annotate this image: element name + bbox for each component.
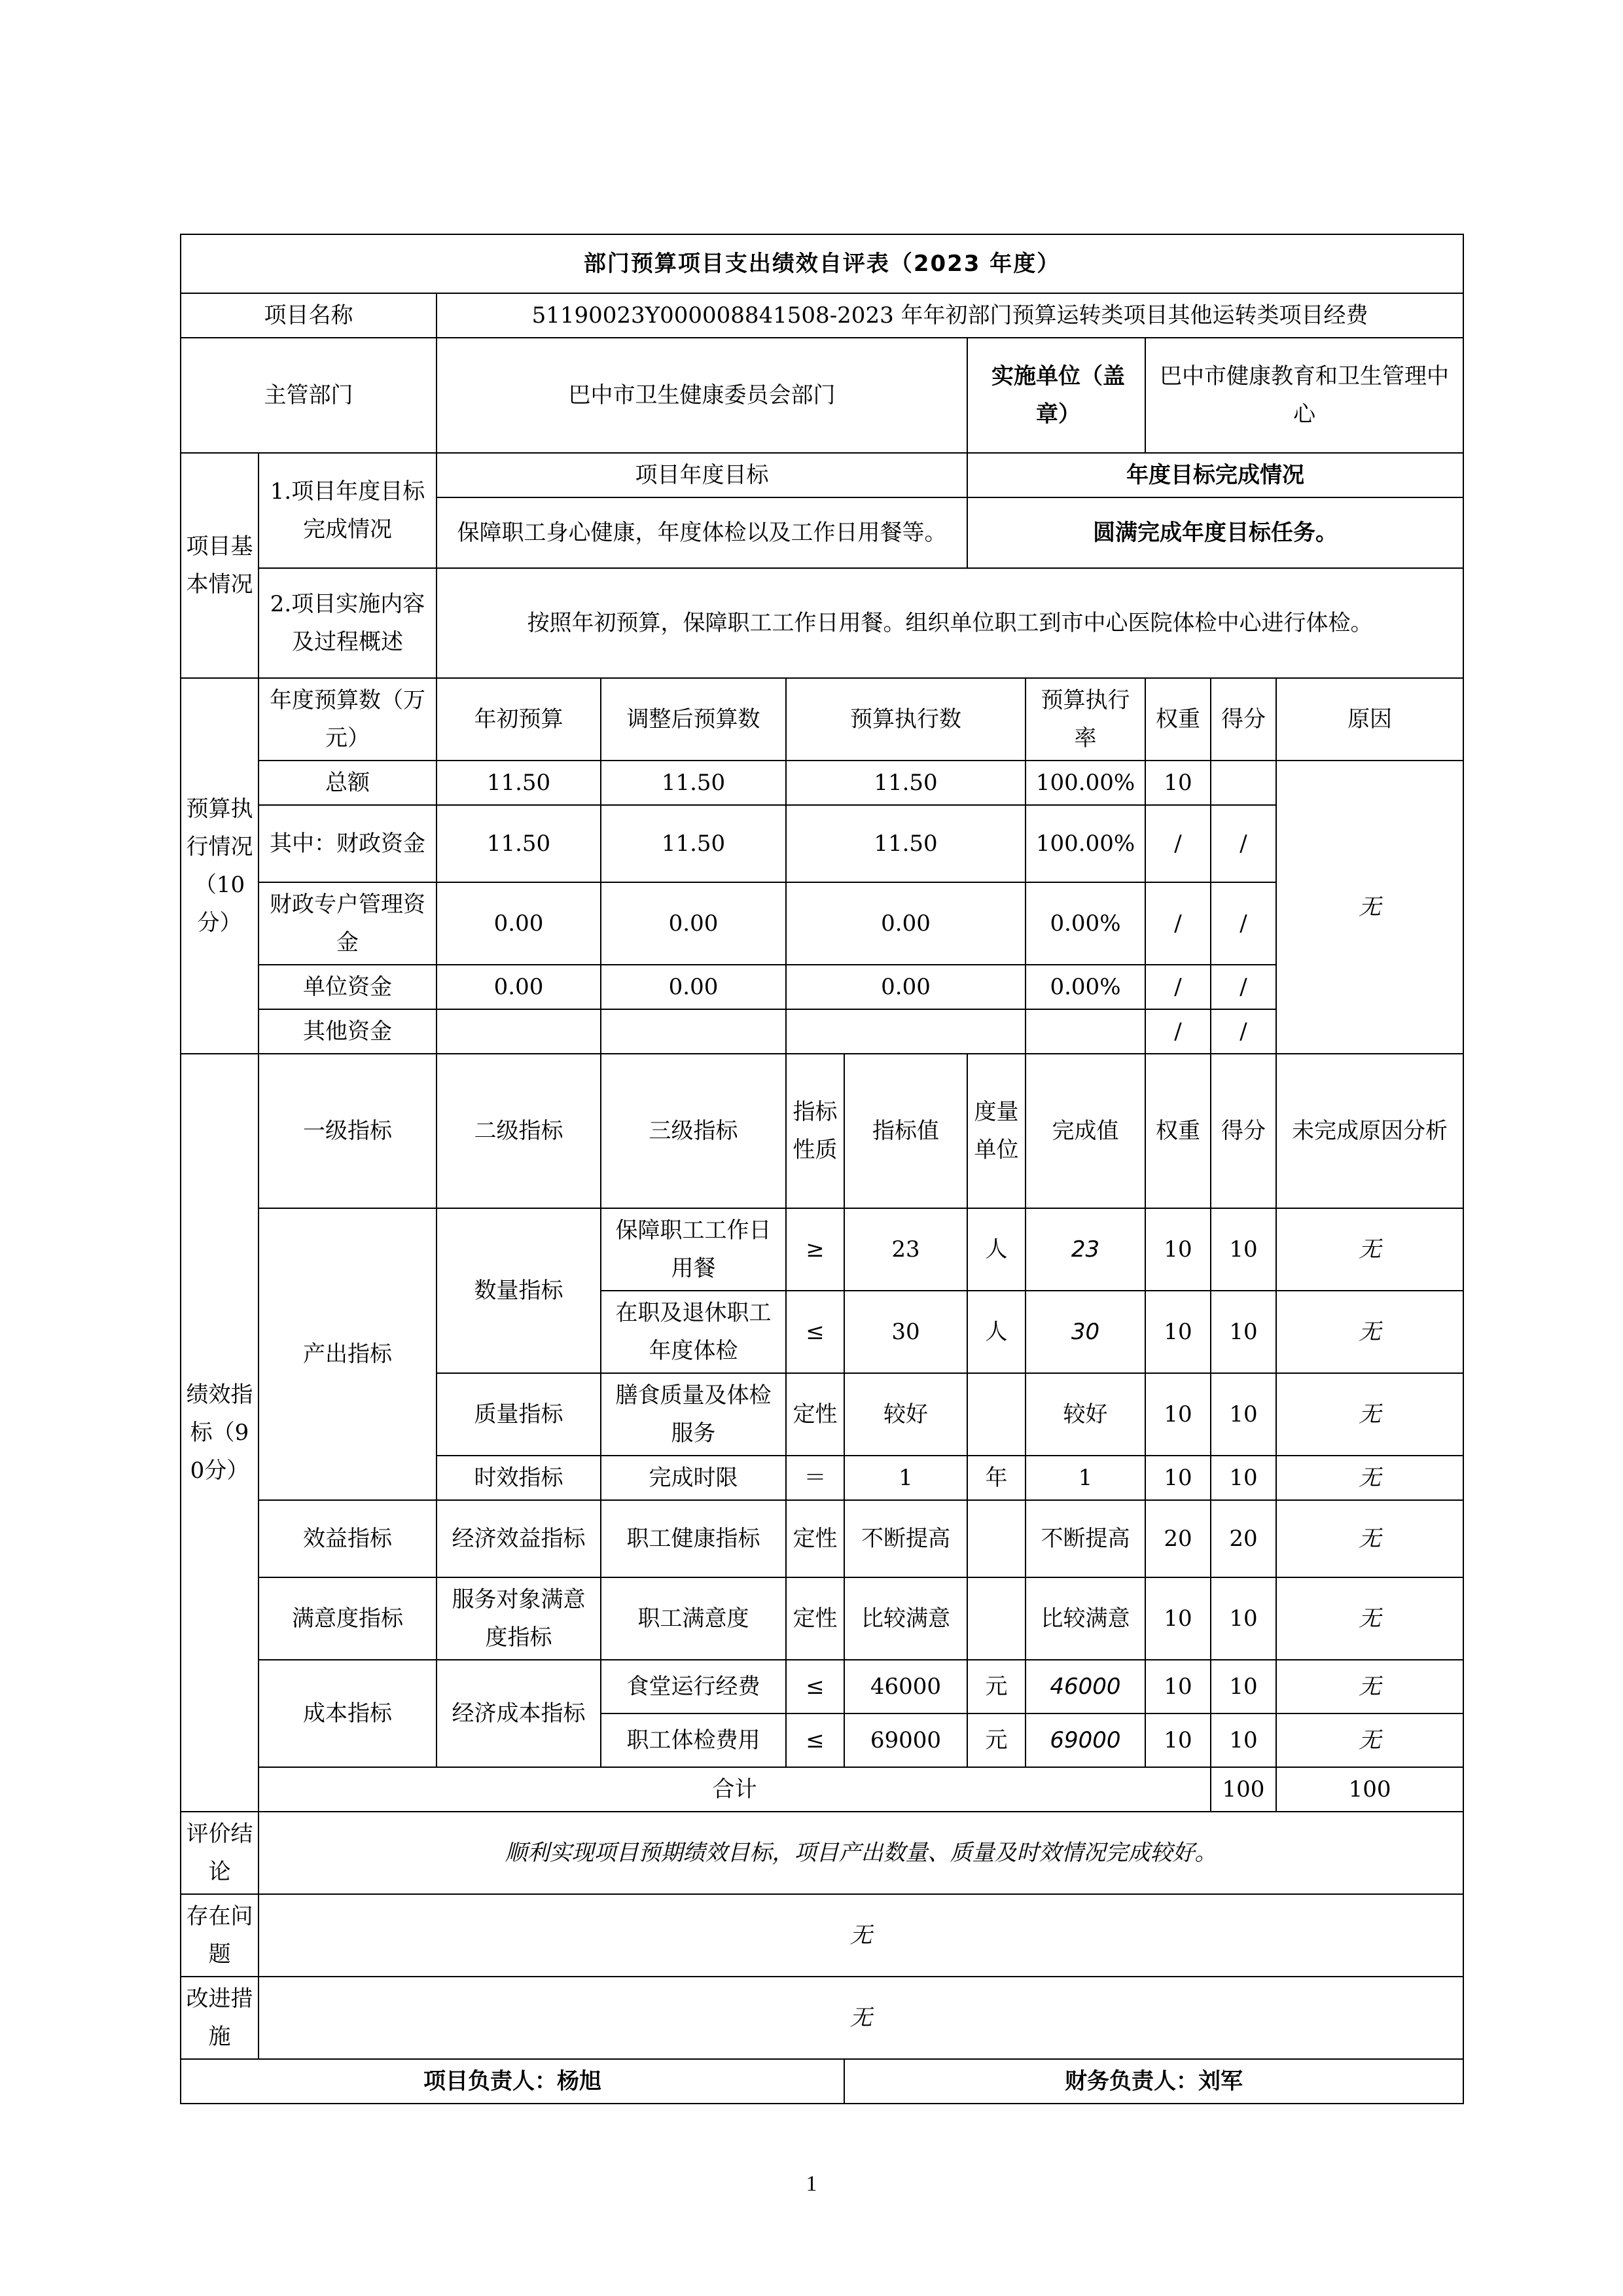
budget-reason-value: 无 (1276, 761, 1463, 1054)
budget-row-adjusted: 0.00 (601, 882, 786, 965)
budget-row-initial: 0.00 (437, 882, 601, 965)
budget-label: 预算执行情况（10分） (181, 678, 259, 1054)
budget-row-score: / (1211, 882, 1276, 965)
budget-row-adjusted: 11.50 (601, 805, 786, 882)
perf-score-header: 得分 (1211, 1054, 1276, 1208)
budget-row (181, 965, 1463, 1009)
page-number: 1 (806, 2172, 817, 2196)
indicator-score: 10 (1211, 1456, 1276, 1500)
goal-label: 1.项目年度目标完成情况 (259, 453, 437, 568)
budget-row-weight: / (1145, 882, 1211, 965)
fix-text: 无 (259, 1977, 1463, 2059)
perf-reason-header: 未完成原因分析 (1276, 1054, 1463, 1208)
unit-value: 巴中市健康教育和卫生管理中心 (1145, 338, 1463, 453)
budget-row-rate: 0.00% (1026, 965, 1145, 1009)
performance-label: 绩效指标（90分） (181, 1054, 259, 1812)
budget-score-header: 得分 (1211, 678, 1276, 761)
indicator-nature: 定性 (786, 1373, 844, 1456)
completion-header: 年度目标完成情况 (967, 453, 1463, 497)
indicator-target: 较好 (844, 1373, 967, 1456)
indicator-level3: 膳食质量及体检服务 (601, 1373, 786, 1456)
perf-level3-header: 三级指标 (601, 1054, 786, 1208)
indicator-reason: 无 (1276, 1208, 1463, 1291)
budget-row (181, 1009, 1463, 1054)
indicator-unit: 人 (967, 1291, 1026, 1373)
budget-row-initial: 11.50 (437, 761, 601, 805)
indicator-score: 10 (1211, 1291, 1276, 1373)
indicator-target: 比较满意 (844, 1577, 967, 1660)
indicator-unit (967, 1577, 1026, 1660)
indicator-nature: 定性 (786, 1500, 844, 1577)
indicator-reason: 无 (1276, 1500, 1463, 1577)
satisfaction-level2: 服务对象满意度指标 (437, 1577, 601, 1660)
total-label: 合计 (259, 1767, 1211, 1812)
quantity-level2: 数量指标 (437, 1208, 601, 1373)
basic-info-label: 项目基本情况 (181, 453, 259, 678)
indicator-unit: 元 (967, 1713, 1026, 1767)
budget-row-executed: 11.50 (786, 805, 1026, 882)
indicator-score: 10 (1211, 1373, 1276, 1456)
indicator-weight: 10 (1145, 1660, 1211, 1713)
issue-label: 存在问题 (181, 1894, 259, 1977)
indicator-reason: 无 (1276, 1456, 1463, 1500)
benefit-level1: 效益指标 (259, 1500, 437, 1577)
indicator-actual: 较好 (1026, 1373, 1145, 1456)
budget-row-score: / (1211, 965, 1276, 1009)
total-score: 100 (1276, 1767, 1463, 1812)
budget-row-adjusted: 11.50 (601, 761, 786, 805)
indicator-target: 46000 (844, 1660, 967, 1713)
budget-row-adjusted (601, 1009, 786, 1054)
indicator-actual: 23 (1026, 1208, 1145, 1291)
budget-row-name: 其他资金 (259, 1009, 437, 1054)
budget-row-rate (1026, 1009, 1145, 1054)
budget-row-name: 总额 (259, 761, 437, 805)
goal-text: 保障职工身心健康，年度体检以及工作日用餐等。 (437, 497, 967, 568)
budget-row-name: 其中：财政资金 (259, 805, 437, 882)
indicator-weight: 10 (1145, 1577, 1211, 1660)
budget-row-rate: 0.00% (1026, 882, 1145, 965)
perf-actual-header: 完成值 (1026, 1054, 1145, 1208)
indicator-score: 10 (1211, 1577, 1276, 1660)
unit-label: 实施单位（盖章） (967, 338, 1145, 453)
indicator-row (181, 1208, 1463, 1291)
cost-level2: 经济成本指标 (437, 1660, 601, 1767)
budget-row-name: 单位资金 (259, 965, 437, 1009)
page-title: 部门预算项目支出绩效自评表（2023 年度） (181, 234, 1463, 293)
indicator-score: 10 (1211, 1713, 1276, 1767)
budget-row-weight: / (1145, 805, 1211, 882)
budget-row (181, 805, 1463, 882)
issue-text: 无 (259, 1894, 1463, 1977)
project-name-value: 51190023Y000008841508-2023 年年初部门预算运转类项目其他运转类项目经费 (437, 293, 1463, 338)
evaluation-form (180, 234, 1463, 2104)
indicator-level3: 职工满意度 (601, 1577, 786, 1660)
indicator-row (181, 1660, 1463, 1713)
indicator-nature: ≤ (786, 1291, 844, 1373)
indicator-weight: 10 (1145, 1373, 1211, 1456)
indicator-reason: 无 (1276, 1373, 1463, 1456)
quality-level2: 质量指标 (437, 1373, 601, 1456)
perf-level2-header: 二级指标 (437, 1054, 601, 1208)
budget-amount-header: 年度预算数（万元） (259, 678, 437, 761)
budget-row-score: / (1211, 805, 1276, 882)
indicator-actual: 比较满意 (1026, 1577, 1145, 1660)
benefit-level2: 经济效益指标 (437, 1500, 601, 1577)
indicator-actual: 不断提高 (1026, 1500, 1145, 1577)
budget-row-executed: 0.00 (786, 965, 1026, 1009)
indicator-actual: 30 (1026, 1291, 1145, 1373)
indicator-unit: 年 (967, 1456, 1026, 1500)
indicator-unit: 元 (967, 1660, 1026, 1713)
budget-row-initial (437, 1009, 601, 1054)
indicator-level3: 完成时限 (601, 1456, 786, 1500)
indicator-row (181, 1500, 1463, 1577)
indicator-level3: 职工健康指标 (601, 1500, 786, 1577)
total-weight: 100 (1211, 1767, 1276, 1812)
goal-header: 项目年度目标 (437, 453, 967, 497)
indicator-reason: 无 (1276, 1291, 1463, 1373)
indicator-row (181, 1577, 1463, 1660)
indicator-score: 20 (1211, 1500, 1276, 1577)
indicator-target: 不断提高 (844, 1500, 967, 1577)
indicator-weight: 20 (1145, 1500, 1211, 1577)
budget-initial-header: 年初预算 (437, 678, 601, 761)
indicator-reason: 无 (1276, 1660, 1463, 1713)
budget-row-weight: / (1145, 1009, 1211, 1054)
budget-weight-header: 权重 (1145, 678, 1211, 761)
indicator-unit (967, 1373, 1026, 1456)
perf-nature-header: 指标性质 (786, 1054, 844, 1208)
budget-row-weight: / (1145, 965, 1211, 1009)
budget-row-rate: 100.00% (1026, 761, 1145, 805)
budget-row-weight: 10 (1145, 761, 1211, 805)
budget-row-initial: 0.00 (437, 965, 601, 1009)
project-lead: 项目负责人：杨旭 (181, 2059, 844, 2104)
indicator-nature: ＝ (786, 1456, 844, 1500)
budget-row-executed: 11.50 (786, 761, 1026, 805)
budget-row-score: / (1211, 1009, 1276, 1054)
satisfaction-level1: 满意度指标 (259, 1577, 437, 1660)
finance-lead: 财务负责人：刘军 (844, 2059, 1463, 2104)
indicator-weight: 10 (1145, 1713, 1211, 1767)
indicator-level3: 保障职工工作日用餐 (601, 1208, 786, 1291)
indicator-nature: ≤ (786, 1660, 844, 1713)
indicator-weight: 10 (1145, 1208, 1211, 1291)
budget-row-adjusted: 0.00 (601, 965, 786, 1009)
indicator-weight: 10 (1145, 1456, 1211, 1500)
perf-weight-header: 权重 (1145, 1054, 1211, 1208)
indicator-actual: 46000 (1026, 1660, 1145, 1713)
indicator-score: 10 (1211, 1660, 1276, 1713)
perf-unit-header: 度量单位 (967, 1054, 1026, 1208)
timeliness-level2: 时效指标 (437, 1456, 601, 1500)
indicator-reason: 无 (1276, 1577, 1463, 1660)
process-text: 按照年初预算，保障职工工作日用餐。组织单位职工到市中心医院体检中心进行体检。 (437, 568, 1463, 678)
fix-label: 改进措施 (181, 1977, 259, 2059)
budget-row-executed (786, 1009, 1026, 1054)
budget-adjusted-header: 调整后预算数 (601, 678, 786, 761)
indicator-weight: 10 (1145, 1291, 1211, 1373)
budget-row-rate: 100.00% (1026, 805, 1145, 882)
budget-rate-header: 预算执行率 (1026, 678, 1145, 761)
indicator-unit (967, 1500, 1026, 1577)
indicator-target: 1 (844, 1456, 967, 1500)
indicator-actual: 1 (1026, 1456, 1145, 1500)
indicator-actual: 69000 (1026, 1713, 1145, 1767)
process-label: 2.项目实施内容及过程概述 (259, 568, 437, 678)
indicator-reason: 无 (1276, 1713, 1463, 1767)
output-level1: 产出指标 (259, 1208, 437, 1500)
indicator-nature: ≥ (786, 1208, 844, 1291)
completion-text: 圆满完成年度目标任务。 (967, 497, 1463, 568)
budget-row (181, 761, 1463, 805)
indicator-unit: 人 (967, 1208, 1026, 1291)
evaluation-table (180, 234, 1464, 2104)
budget-row-executed: 0.00 (786, 882, 1026, 965)
project-name-label: 项目名称 (181, 293, 437, 338)
indicator-level3: 职工体检费用 (601, 1713, 786, 1767)
cost-level1: 成本指标 (259, 1660, 437, 1767)
indicator-target: 30 (844, 1291, 967, 1373)
dept-value: 巴中市卫生健康委员会部门 (437, 338, 967, 453)
budget-row-score (1211, 761, 1276, 805)
indicator-level3: 食堂运行经费 (601, 1660, 786, 1713)
perf-level1-header: 一级指标 (259, 1054, 437, 1208)
dept-label: 主管部门 (181, 338, 437, 453)
budget-row (181, 882, 1463, 965)
indicator-score: 10 (1211, 1208, 1276, 1291)
budget-row-name: 财政专户管理资金 (259, 882, 437, 965)
eval-text: 顺利实现项目预期绩效目标，项目产出数量、质量及时效情况完成较好。 (259, 1812, 1463, 1894)
budget-row-initial: 11.50 (437, 805, 601, 882)
eval-label: 评价结论 (181, 1812, 259, 1894)
budget-executed-header: 预算执行数 (786, 678, 1026, 761)
indicator-target: 69000 (844, 1713, 967, 1767)
perf-target-header: 指标值 (844, 1054, 967, 1208)
indicator-nature: ≤ (786, 1713, 844, 1767)
indicator-level3: 在职及退休职工年度体检 (601, 1291, 786, 1373)
indicator-nature: 定性 (786, 1577, 844, 1660)
indicator-target: 23 (844, 1208, 967, 1291)
budget-reason-header: 原因 (1276, 678, 1463, 761)
